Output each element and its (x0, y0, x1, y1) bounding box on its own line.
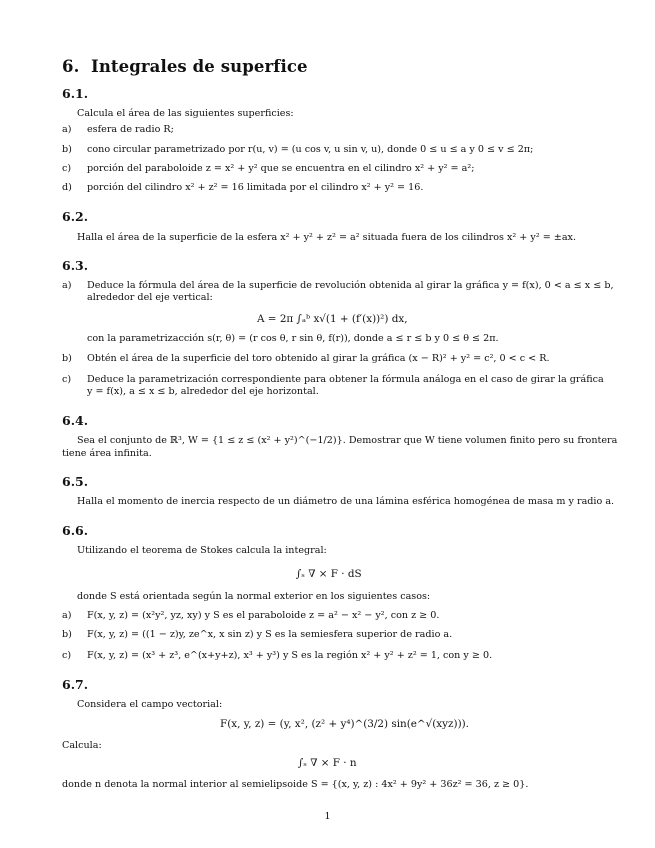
s63-item-b (62, 353, 550, 365)
section-title (62, 57, 308, 76)
s61-item-b (62, 144, 533, 156)
item-text: Obtén el área de la superficie del toro obtenido al girar la gráfica (x − R)² + y² = c², 0 < c < R. (87, 353, 550, 364)
heading-6-1: 6.1. (62, 86, 89, 101)
item-label: c) (62, 374, 72, 385)
s66-item-a (62, 610, 439, 622)
item-text: cono circular parametrizado por r(u, v) = (u cos v, u sin v, u), donde 0 ≤ u ≤ a y 0 ≤ v ≤ 2π; (87, 144, 534, 155)
s63-a-line3: con la parametrizacción s(r, θ) = (r cos θ, r sin θ, f(r)), donde a ≤ r ≤ b y 0 ≤ θ ≤ 2π. (87, 333, 499, 344)
s66-item-b (62, 629, 452, 641)
item-label: a) (62, 610, 72, 621)
heading-6-2: 6.2. (62, 209, 89, 224)
item-label: b) (62, 629, 72, 640)
s67-formula: ∫ₛ ∇ × F · n (298, 757, 357, 769)
item-text: Deduce la fórmula del área de la superficie de revolución obtenida al girar la gráfica y = f(x), 0 < a ≤ x ≤ b, (87, 280, 614, 291)
heading-6-5: 6.5. (62, 474, 89, 489)
s61-item-d (62, 182, 423, 194)
item-text: porción del paraboloide z = x² + y² que se encuentra en el cilindro x² + y² = a²; (87, 163, 475, 174)
s67-calcula: Calcula: (62, 740, 102, 751)
item-label: c) (62, 650, 72, 661)
item-text: esfera de radio R; (87, 124, 174, 135)
s61-item-a (62, 124, 174, 136)
item-label: c) (62, 163, 72, 174)
page-number: 1 (324, 811, 331, 822)
s64-line2: tiene área infinita. (62, 448, 152, 459)
s65-text: Halla el momento de inercia respecto de un diámetro de una lámina esférica homogénea de masa m y radio a. (77, 496, 615, 507)
s67-field: F(x, y, z) = (y, x², (z² + y⁴)^(3/2) sin(e^√(xyz))). (220, 718, 469, 730)
heading-6-3: 6.3. (62, 258, 89, 273)
heading-6-7: 6.7. (62, 677, 89, 692)
s66-after: donde S está orientada según la normal exterior en los siguientes casos: (77, 591, 431, 602)
s66-formula: ∫ₛ ∇ × F · dS (296, 568, 362, 580)
s62-text: Halla el área de la superficie de la esfera x² + y² + z² = a² situada fuera de los cilindros x² + y² = ±ax. (77, 232, 577, 243)
s63-formula: A = 2π ∫ₐᵇ x√(1 + (f′(x))²) dx, (257, 313, 408, 325)
s66-intro: Utilizando el teorema de Stokes calcula la integral: (77, 545, 327, 556)
s63-a-line2: alrededor del eje vertical: (87, 292, 213, 303)
item-label: d) (62, 182, 72, 193)
s63-item-a (62, 280, 614, 292)
section-title-text: Integrales de superfice (91, 57, 308, 76)
item-text: Deduce la parametrización correspondiente para obtener la fórmula análoga en el caso de girar la gráfica (87, 374, 604, 385)
section-number: 6. (62, 57, 80, 76)
item-text: porción del cilindro x² + z² = 16 limitada por el cilindro x² + y² = 16. (87, 182, 424, 193)
s67-intro: Considera el campo vectorial: (77, 699, 223, 710)
s66-item-c (62, 650, 492, 662)
s61-intro: Calcula el área de las siguientes superficies: (77, 108, 294, 119)
item-label: a) (62, 124, 72, 135)
item-label: b) (62, 353, 72, 364)
item-label: a) (62, 280, 72, 291)
item-label: b) (62, 144, 72, 155)
item-text: F(x, y, z) = ((1 − z)y, ze^x, x sin z) y S es la semiesfera superior de radio a. (87, 629, 453, 640)
s67-last: donde n denota la normal interior al semielipsoide S = {(x, y, z) : 4x² + 9y² + 36z² = 36, z ≥ 0}. (62, 779, 529, 790)
item-text: F(x, y, z) = (x³ + z³, e^(x+y+z), x³ + y³) y S es la región x² + y² + z² = 1, con y ≥ 0. (87, 650, 493, 661)
s61-item-c (62, 163, 474, 175)
item-text: F(x, y, z) = (x²y², yz, xy) y S es el paraboloide z = a² − x² − y², con z ≥ 0. (87, 610, 440, 621)
s63-c-line2: y = f(x), a ≤ x ≤ b, alrededor del eje horizontal. (87, 386, 319, 397)
heading-6-4: 6.4. (62, 413, 89, 428)
s63-item-c (62, 374, 604, 386)
s64-line1: Sea el conjunto de ℝ³, W = {1 ≤ z ≤ (x² + y²)^(−1/2)}. Demostrar que W tiene volumen finito pero su frontera (77, 435, 618, 446)
heading-6-6: 6.6. (62, 523, 89, 538)
